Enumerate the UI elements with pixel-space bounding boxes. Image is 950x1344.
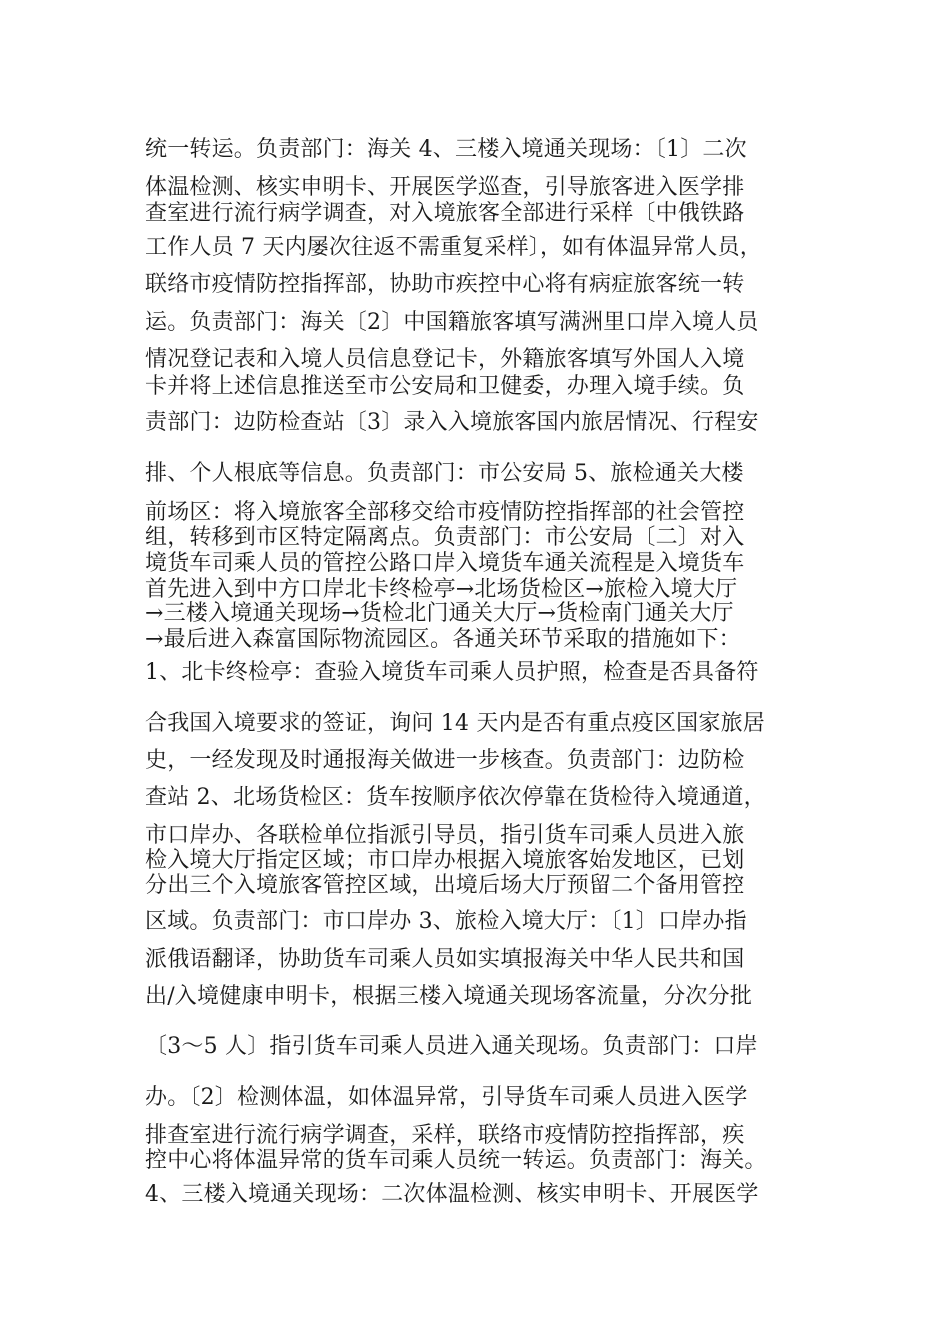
text-line: 办。〔2〕检测体温，如体温异常，引导货车司乘人员进入医学 (145, 1085, 748, 1110)
text-line: 查站 2、北场货检区：货车按顺序依次停靠在货检待入境通道， (145, 785, 766, 810)
text-line: 合我国入境要求的签证，询问 14 天内是否有重点疫区国家旅居 (145, 711, 765, 736)
text-line: 区域。负责部门：市口岸办 3、旅检入境大厅：〔1〕口岸办指 (145, 909, 747, 934)
text-line: 统一转运。负责部门：海关 4、三楼入境通关现场：〔1〕二次 (145, 137, 747, 162)
text-line: 检入境大厅指定区域；市口岸办根据入境旅客始发地区，已划 (145, 848, 745, 873)
text-line: 市口岸办、各联检单位指派引导员，指引货车司乘人员进入旅 (145, 823, 745, 848)
text-line: 出/入境健康申明卡，根据三楼入境通关现场客流量，分次分批 (145, 984, 753, 1009)
text-line: 工作人员 7 天内屡次往返不需重复采样〕，如有体温异常人员， (145, 235, 762, 260)
text-line: 派俄语翻译，协助货车司乘人员如实填报海关中华人民共和国 (145, 947, 745, 972)
text-line: 查室进行流行病学调查，对入境旅客全部进行采样〔中俄铁路 (145, 201, 745, 226)
text-line: 排、个人根底等信息。负责部门：市公安局 5、旅检通关大楼 (145, 461, 744, 486)
text-line: 1、北卡终检亭：查验入境货车司乘人员护照，检查是否具备符 (145, 660, 759, 685)
text-line: 前场区：将入境旅客全部移交给市疫情防控指挥部的社会管控 (145, 500, 745, 525)
text-line: 分出三个入境旅客管控区域，出境后场大厅预留二个备用管控 (145, 873, 745, 898)
text-line: 运。负责部门：海关〔2〕中国籍旅客填写满洲里口岸入境人员 (145, 310, 759, 335)
text-line: 史，一经发现及时通报海关做进一步核查。负责部门：边防检 (145, 748, 745, 773)
text-line: 情况登记表和入境人员信息登记卡，外籍旅客填写外国人入境 (145, 347, 745, 372)
text-line: 境货车司乘人员的管控公路口岸入境货车通关流程是入境货车 (145, 551, 745, 576)
text-line: 体温检测、核实申明卡、开展医学巡查，引导旅客进入医学排 (145, 175, 745, 200)
text-line: 排查室进行流行病学调查，采样，联络市疫情防控指挥部，疾 (145, 1123, 745, 1148)
text-line: 〔3～5 人〕指引货车司乘人员进入通关现场。负责部门：口岸 (145, 1034, 758, 1059)
text-line: →三楼入境通关现场→货检北门通关大厅→货检南门通关大厅 (145, 601, 734, 626)
text-line: 责部门：边防检查站〔3〕录入入境旅客国内旅居情况、行程安 (145, 410, 759, 435)
text-line: 组，转移到市区特定隔离点。负责部门：市公安局〔二〕对入 (145, 525, 745, 550)
text-line: 控中心将体温异常的货车司乘人员统一转运。负责部门：海关。 (145, 1148, 767, 1173)
text-line: 首先进入到中方口岸北卡终检亭→北场货检区→旅检入境大厅 (145, 577, 738, 602)
text-line: →最后进入森富国际物流园区。各通关环节采取的措施如下： (145, 627, 741, 652)
text-line: 卡并将上述信息推送至市公安局和卫健委，办理入境手续。负 (145, 374, 745, 399)
text-line: 联络市疫情防控指挥部，协助市疾控中心将有病症旅客统一转 (145, 272, 745, 297)
text-line: 4、三楼入境通关现场：二次体温检测、核实申明卡、开展医学 (145, 1182, 759, 1207)
